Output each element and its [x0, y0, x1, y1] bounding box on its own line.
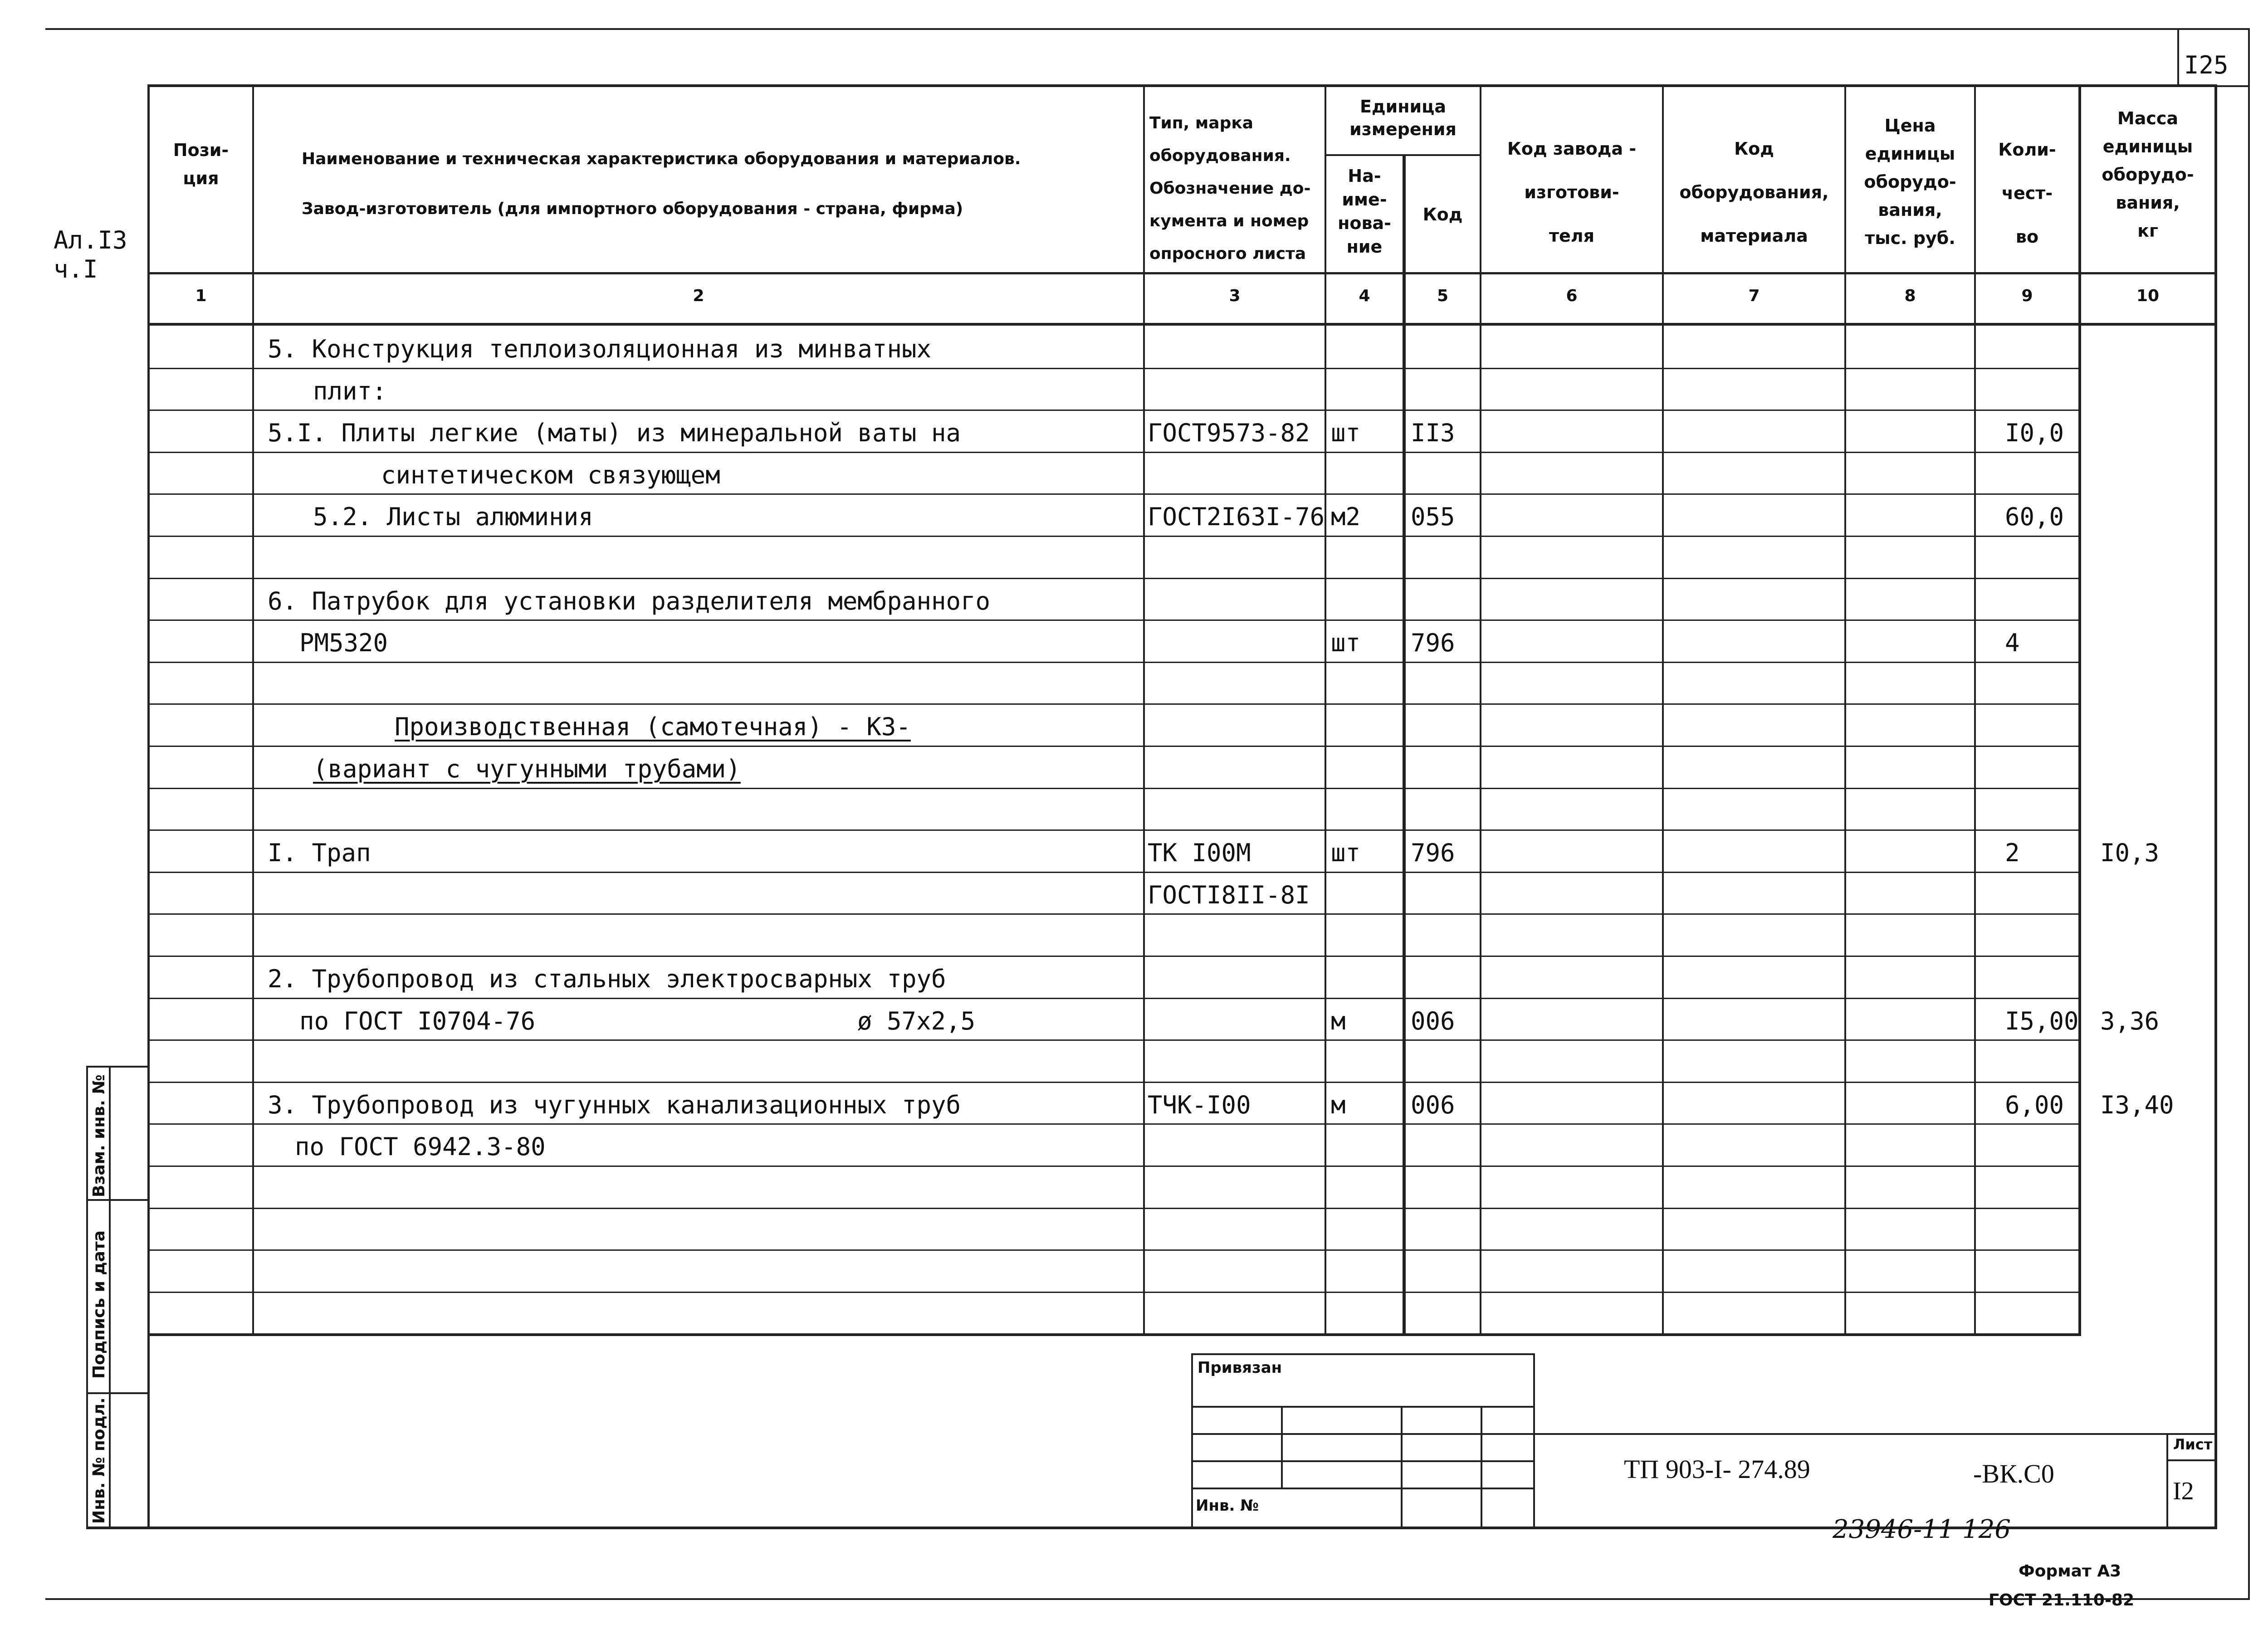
header-col9-line1: Коли-: [1998, 140, 2056, 160]
cell-code: 006: [1411, 1091, 1455, 1119]
header-col9-line3: во: [2015, 227, 2039, 247]
cell-unit: м: [1331, 1091, 1346, 1119]
table-row: [0, 746, 2214, 788]
header-col7-line3: материала: [1700, 226, 1808, 246]
colnum-10: 10: [2136, 287, 2160, 305]
cell-doc: ТЧК-I00: [1148, 1091, 1251, 1119]
table-row: [0, 493, 2214, 536]
colnum-4: 4: [1359, 287, 1370, 305]
header-col4-line2: име-: [1342, 190, 1387, 210]
header-col3-line2: оборудования.: [1149, 146, 1291, 165]
cell-code: 796: [1411, 629, 1455, 657]
side-strip-mid: [109, 1066, 111, 1528]
cell-name: плит:: [313, 377, 387, 405]
header-col10-line5: кг: [2137, 221, 2158, 241]
header-col6-line1: Код завода -: [1507, 139, 1637, 159]
colnum-1: 1: [195, 287, 207, 305]
privyazan-top: [1191, 1353, 1535, 1355]
table-row: [0, 703, 2214, 746]
privyazan-row2: [1191, 1433, 1535, 1435]
header-col7-line2: оборудования,: [1679, 182, 1829, 202]
format-label: Формат А3: [2019, 1562, 2121, 1580]
table-row: [0, 662, 2214, 704]
header-col10-line2: единицы: [2102, 137, 2193, 156]
privyazan-label: Привязан: [1198, 1359, 1282, 1377]
table-row: [0, 1208, 2214, 1250]
table-right: [2214, 84, 2217, 1528]
header-col7: [1664, 127, 1844, 258]
table-row: [0, 410, 2214, 452]
header-col3-line3: Обозначение до-: [1149, 179, 1311, 198]
privyazan-v3: [1481, 1406, 1482, 1528]
cell-name: 5.I. Плиты легкие (маты) из минеральной ваты на: [268, 419, 961, 447]
side-strip-top: [86, 1066, 150, 1068]
privyazan-row3: [1191, 1460, 1535, 1462]
side-strip-left: [86, 1066, 88, 1528]
cell-unit: шт: [1331, 419, 1361, 447]
table-row: [0, 536, 2214, 578]
table-row: [0, 1039, 2214, 1082]
title-stamp-sheet-mid: [2166, 1459, 2217, 1461]
gost-label: ГОСТ 21.110-82: [1989, 1591, 2135, 1610]
header-col6-line3: теля: [1549, 226, 1595, 246]
cell-qty: I0,0: [2005, 419, 2064, 447]
privyazan-right: [1533, 1353, 1535, 1528]
header-unit-line1: Единица: [1360, 97, 1446, 117]
header-col8-line3: оборудо-: [1864, 172, 1956, 192]
header-col4: [1326, 164, 1403, 259]
sheet-box-left: [2177, 30, 2179, 86]
sheet-no: I2: [2173, 1477, 2194, 1505]
header-col10: [2081, 104, 2214, 245]
cell-name: (вариант с чугунными трубами): [313, 755, 741, 783]
table-row: [0, 452, 2214, 494]
header-col9: [1976, 128, 2078, 259]
title-stamp-top: [1535, 1433, 2217, 1435]
colnum-2: 2: [693, 287, 704, 305]
outer-right-rule: [2248, 28, 2250, 1600]
table-top: [147, 84, 2217, 87]
cell-doc: ГОСТ9573-82: [1148, 419, 1310, 447]
header-col3-line1: Тип, марка: [1149, 114, 1254, 132]
header-col8-line2: единицы: [1865, 144, 1955, 164]
cell-qty: 2: [2005, 839, 2020, 867]
colnum-8: 8: [1904, 287, 1916, 305]
album-ref-line1: Ал.I3: [54, 226, 127, 254]
cell-mass: I0,3: [2100, 839, 2160, 867]
side-label-podpis: Подпись и дата: [90, 1230, 108, 1379]
cell-name: 3. Трубопровод из чугунных канализационных труб: [268, 1091, 961, 1119]
header-col10-line3: оборудо-: [2102, 165, 2194, 185]
table-row: [0, 872, 2214, 914]
cell-name: Производственная (самотечная) - К3-: [395, 712, 911, 741]
cell-name: 5. Конструкция теплоизоляционная из минватных: [268, 335, 931, 363]
table-row: [0, 619, 2214, 662]
outer-bottom-rule: [45, 1598, 2250, 1600]
header-col2-line2: Завод-изготовитель (для импортного оборудования - страна, фирма): [302, 200, 963, 218]
colnum-3: 3: [1229, 287, 1241, 305]
table-row: [0, 1292, 2214, 1334]
header-col10-line1: Масса: [2117, 108, 2179, 128]
cell-name: синтетическом связующем: [381, 461, 720, 489]
header-col2-line1: Наименование и техническая характеристика оборудования и материалов.: [302, 150, 1021, 168]
cell-code: II3: [1411, 419, 1455, 447]
header-col7-line1: Код: [1734, 139, 1774, 159]
header-col1: [150, 136, 252, 192]
inv-no-label: Инв. №: [1196, 1497, 1259, 1515]
cell-qty: 60,0: [2005, 502, 2064, 531]
cell-dim: ø 57х2,5: [857, 1007, 976, 1035]
header-bottom-rule: [147, 272, 2217, 274]
table-row: [0, 956, 2214, 998]
cell-unit: шт: [1331, 629, 1361, 657]
header-unit-line2: измерения: [1349, 119, 1457, 139]
table-row: [0, 1166, 2214, 1208]
unit-group-rule: [1325, 154, 1481, 156]
cell-name: РМ5320: [299, 629, 388, 657]
header-col2: [302, 134, 1141, 234]
doc-suffix: -ВК.С0: [1973, 1459, 2054, 1488]
side-strip-sep1: [86, 1199, 150, 1201]
cell-qty: I5,00: [2005, 1007, 2079, 1035]
cell-unit: м2: [1331, 502, 1361, 531]
header-col5: Код: [1422, 205, 1463, 224]
privyazan-v2: [1401, 1406, 1403, 1528]
table-row: [0, 913, 2214, 956]
header-col6: [1481, 127, 1662, 258]
colnum-5: 5: [1437, 287, 1449, 305]
header-col6-line2: изготови-: [1524, 182, 1619, 202]
header-col1-line1: Пози-: [173, 140, 229, 160]
top-rule: [45, 28, 2250, 30]
table-row: [0, 788, 2214, 830]
cell-qty: 6,00: [2005, 1091, 2064, 1119]
header-col1-line2: ция: [183, 168, 219, 188]
side-label-inv: Инв. № подл.: [90, 1397, 108, 1524]
privyazan-row1: [1191, 1406, 1535, 1408]
privyazan-v1: [1281, 1406, 1283, 1489]
header-col8-line5: тыс. руб.: [1865, 228, 1955, 248]
header-col4-line1: На-: [1348, 166, 1381, 186]
table-row: [0, 326, 2214, 368]
sheet-label: Лист: [2173, 1436, 2213, 1453]
header-col3: [1149, 107, 1325, 270]
cell-code: 055: [1411, 502, 1455, 531]
cell-name: 2. Трубопровод из стальных электросварных труб: [268, 965, 946, 993]
header-col8: [1846, 112, 1974, 252]
privyazan-left: [1191, 1353, 1193, 1528]
table-row: [0, 829, 2214, 872]
cell-name: I. Трап: [268, 839, 371, 867]
colnum-6: 6: [1566, 287, 1578, 305]
table-row: [0, 1082, 2214, 1124]
table-row: [0, 578, 2214, 620]
cell-unit: шт: [1331, 839, 1361, 867]
cell-mass: I3,40: [2100, 1091, 2174, 1119]
side-strip-sep2: [86, 1392, 150, 1394]
header-col9-line2: чест-: [2001, 183, 2053, 203]
handwritten-number: 23946-11 126: [1833, 1515, 2011, 1544]
cell-name: 5.2. Листы алюминия: [313, 502, 593, 531]
table-row: [0, 368, 2214, 410]
cell-mass: 3,36: [2100, 1007, 2160, 1035]
cell-name: 6. Патрубок для установки разделителя мембранного: [268, 587, 991, 615]
sheet-number-top: I25: [2184, 51, 2229, 79]
cell-unit: м: [1331, 1007, 1346, 1035]
cell-doc: ГОСТI8II-8I: [1148, 881, 1310, 909]
doc-code: ТП 903-I- 274.89: [1624, 1454, 1810, 1484]
cell-doc: ТК I00М: [1148, 839, 1251, 867]
header-col8-line4: вания,: [1878, 200, 1942, 220]
cell-name: по ГОСТ I0704-76: [299, 1007, 536, 1035]
album-ref-line2: ч.I: [54, 255, 98, 283]
table-row: [0, 998, 2214, 1040]
header-unit-group: [1326, 95, 1480, 141]
cell-qty: 4: [2005, 629, 2020, 657]
privyazan-row4: [1191, 1488, 1535, 1489]
header-col4-line3: нова-: [1338, 213, 1391, 233]
cell-doc: ГОСТ2I63I-76: [1148, 502, 1325, 531]
header-col4-line4: ние: [1346, 237, 1383, 257]
cell-code: 796: [1411, 839, 1455, 867]
header-col8-line1: Цена: [1884, 116, 1936, 136]
side-label-vzam: Взам. инв. №: [90, 1074, 108, 1197]
header-col3-line5: опросного листа: [1149, 244, 1306, 263]
colnum-7: 7: [1748, 287, 1760, 305]
cell-name: по ГОСТ 6942.3-80: [295, 1132, 546, 1161]
header-col10-line4: вания,: [2116, 193, 2180, 213]
header-col3-line4: кумента и номер: [1149, 212, 1309, 230]
cell-code: 006: [1411, 1007, 1455, 1035]
table-row: [0, 1123, 2214, 1166]
table-row: [0, 1249, 2214, 1292]
colnum-9: 9: [2021, 287, 2033, 305]
album-ref: [54, 226, 127, 284]
